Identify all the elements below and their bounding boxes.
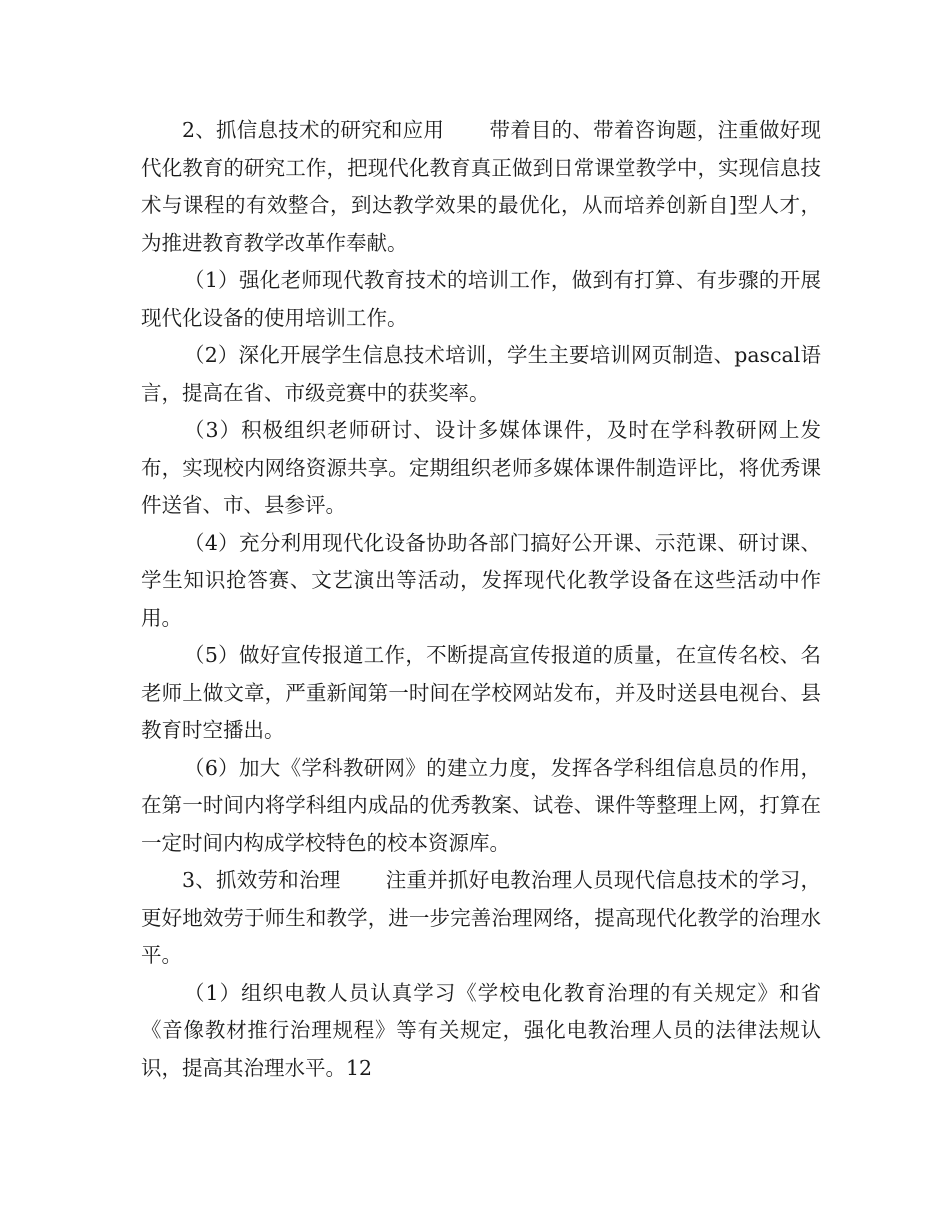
item-2-3-paragraph: （3）积极组织老师研讨、设计多媒体课件，及时在学科教研网上发布，实现校内网络资源共享。定期组织老师多媒体课件制造评比，将优秀课件送省、市、县参评。 (141, 418, 821, 517)
document-body (141, 112, 821, 1087)
item-2-2-paragraph: （2）深化开展学生信息技术培训，学生主要培训网页制造、pascal语言，提高在省、市级竞赛中的获奖率。 (141, 343, 821, 405)
section-2-paragraph (141, 112, 821, 262)
section-3-paragraph (141, 862, 821, 975)
item-3-1-paragraph: （1）组织电教人员认真学习《学校电化教育治理的有关规定》和省《音像教材推行治理规程》等有关规定，强化电教治理人员的法律法规认识，提高其治理水平。12 (141, 980, 821, 1080)
item-2-5-paragraph: （5）做好宣传报道工作，不断提高宣传报道的质量，在宣传名校、名老师上做文章，严重新闻第一时间在学校网站发布，并及时送县电视台、县教育时空播出。 (141, 643, 821, 742)
item-2-1-paragraph: （1）强化老师现代教育技术的培训工作，做到有打算、有步骤的开展现代化设备的使用培训工作。 (141, 268, 821, 330)
section-2-heading: 2、抓信息技术的研究和应用 (182, 118, 445, 142)
section-3-heading: 3、抓效劳和治理 (182, 868, 341, 892)
section-3-body: 注重并抓好电教治理人员现代信息技术的学习，更好地效劳于师生和教学，进一步完善治理网络，提高现代化教学的治理水平。 (141, 868, 821, 967)
section-2-body: 带着目的、带着咨询题，注重做好现代化教育的研究工作，把现代化教育真正做到日常课堂教学中，实现信息技术与课程的有效整合，到达教学效果的最优化，从而培养创新自]型人才，为推进教育教学改革作奉献。 (141, 118, 822, 255)
item-2-6-paragraph: （6）加大《学科教研网》的建立力度，发挥各学科组信息员的作用，在第一时间内将学科组内成品的优秀教案、试卷、课件等整理上网，打算在一定时间内构成学校特色的校本资源库。 (141, 755, 821, 855)
item-2-4-paragraph: （4）充分利用现代化设备协助各部门搞好公开课、示范课、研讨课、学生知识抢答赛、文艺演出等活动，发挥现代化教学设备在这些活动中作用。 (141, 530, 821, 630)
